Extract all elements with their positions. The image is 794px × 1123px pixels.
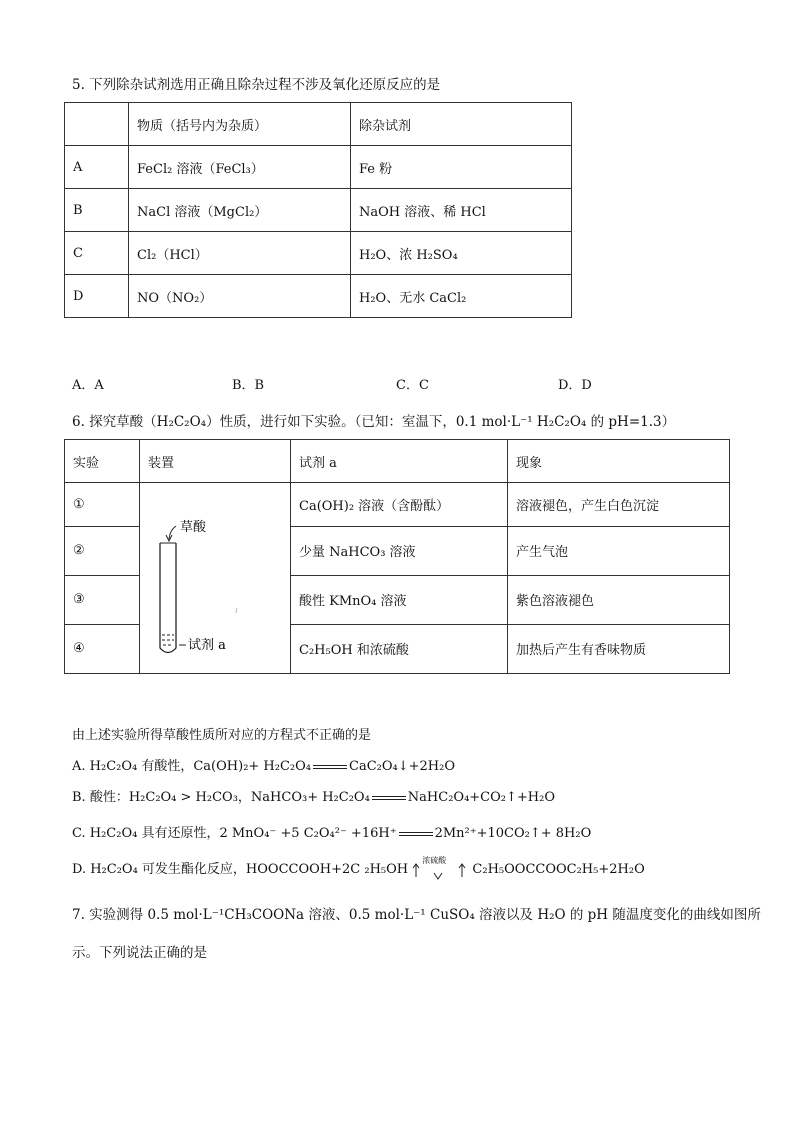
reversible-arrow-icon xyxy=(412,855,468,881)
q6-question: 由上述实验所得草酸性质所对应的方程式不正确的是 xyxy=(72,728,372,743)
q6-option-c-rhs: 2Mn²⁺+10CO₂↑+ 8H₂O xyxy=(434,826,592,841)
q5-header-reagent: 除杂试剂 xyxy=(351,103,572,146)
q5-row-substance: Cl₂（HCl） xyxy=(129,232,351,275)
q5-table xyxy=(64,102,572,318)
q5-row-substance: NO（NO₂） xyxy=(129,275,351,318)
q6-header-reagent: 试剂 a xyxy=(291,440,508,483)
q5-row-label: A xyxy=(65,146,129,189)
q6-row-reagent: 少量 NaHCO₃ 溶液 xyxy=(291,526,508,575)
q6-row-reagent: 酸性 KMnO₄ 溶液 xyxy=(291,575,508,624)
q5-row-reagent: H₂O、浓 H₂SO₄ xyxy=(351,232,572,275)
q5-option-a[interactable]: A．A xyxy=(72,378,104,393)
q6-option-a-lhs: A. H₂C₂O₄ 有酸性，Ca(OH)₂+ H₂C₂O₄ xyxy=(72,759,312,774)
q5-row-reagent: Fe 粉 xyxy=(351,146,572,189)
q6-header-experiment: 实验 xyxy=(65,440,140,483)
table-row xyxy=(65,483,730,527)
q6-option-d-lhs: D. H₂C₂O₄ 可发生酯化反应，HOOCCOOH+2C ₂H₅OH xyxy=(72,862,409,877)
q6-option-a-rhs: CaC₂O₄↓+2H₂O xyxy=(349,759,456,774)
q6-row-phenomenon: 加热后产生有香味物质 xyxy=(508,624,730,673)
q6-apparatus-cell xyxy=(140,483,291,674)
q6-header-apparatus: 装置 xyxy=(140,440,291,483)
q5-header-blank xyxy=(65,103,129,146)
q6-table xyxy=(64,439,730,674)
table-row xyxy=(65,232,572,275)
apparatus-label-oxalic: 草酸 xyxy=(180,520,207,535)
test-tube-icon xyxy=(140,483,290,673)
q6-row-id: ④ xyxy=(65,624,140,673)
q5-row-label: C xyxy=(65,232,129,275)
equals-sign-icon xyxy=(313,765,347,769)
table-row xyxy=(65,146,572,189)
q5-row-label: D xyxy=(65,275,129,318)
q6-option-d[interactable] xyxy=(72,855,645,881)
table-row xyxy=(65,103,572,146)
table-row xyxy=(65,440,730,483)
q5-row-label: B xyxy=(65,189,129,232)
apparatus-label-reagent: 试剂 a xyxy=(188,638,226,653)
test-tube-apparatus xyxy=(140,483,290,673)
q5-row-substance: NaCl 溶液（MgCl₂） xyxy=(129,189,351,232)
q6-row-phenomenon: 紫色溶液褪色 xyxy=(508,575,730,624)
q6-row-id: ③ xyxy=(65,575,140,624)
q6-row-reagent: C₂H₅OH 和浓硫酸 xyxy=(291,624,508,673)
q6-option-c[interactable] xyxy=(72,822,591,841)
q5-option-b[interactable]: B．B xyxy=(232,378,265,393)
equals-sign-icon xyxy=(372,796,406,800)
q5-header-substance: 物质（括号内为杂质） xyxy=(129,103,351,146)
q6-row-id: ① xyxy=(65,483,140,527)
q6-option-b-rhs: NaHC₂O₄+CO₂↑+H₂O xyxy=(407,790,555,805)
q6-header-phenomenon: 现象 xyxy=(508,440,730,483)
q7-line1: 7. 实验测得 0.5 mol·L⁻¹CH₃COONa 溶液、0.5 mol·L⁻¹ CuSO₄ 溶液以及 H₂O 的 pH 随温度变化的曲线如图所 xyxy=(72,907,761,923)
q6-option-d-rhs: C₂H₅OOCCOOC₂H₅+2H₂O xyxy=(472,862,645,877)
equals-sign-icon xyxy=(399,832,433,836)
q6-row-phenomenon: 产生气泡 xyxy=(508,526,730,575)
q6-option-c-lhs: C. H₂C₂O₄ 具有还原性，2 MnO₄⁻ +5 C₂O₄²⁻ +16H⁺ xyxy=(72,826,397,841)
catalyst-label: 浓硫酸 xyxy=(422,855,447,865)
q5-title: 5. 下列除杂试剂选用正确且除杂过程不涉及氧化还原反应的是 xyxy=(72,77,441,93)
q7-line2: 示。下列说法正确的是 xyxy=(72,945,207,961)
q6-row-reagent: Ca(OH)₂ 溶液（含酚酞） xyxy=(291,483,508,527)
table-row xyxy=(65,189,572,232)
q5-option-d[interactable]: D．D xyxy=(558,378,592,393)
q6-row-id: ② xyxy=(65,526,140,575)
q5-row-substance: FeCl₂ 溶液（FeCl₃） xyxy=(129,146,351,189)
q5-option-c[interactable]: C．C xyxy=(396,378,429,393)
q5-row-reagent: NaOH 溶液、稀 HCl xyxy=(351,189,572,232)
q5-row-reagent: H₂O、无水 CaCl₂ xyxy=(351,275,572,318)
q6-row-phenomenon: 溶液褪色，产生白色沉淀 xyxy=(508,483,730,527)
q6-option-b-lhs: B. 酸性：H₂C₂O₄ > H₂CO₃，NaHCO₃+ H₂C₂O₄ xyxy=(72,790,370,805)
q6-option-b[interactable] xyxy=(72,786,555,805)
q6-option-a[interactable] xyxy=(72,755,455,774)
q6-title: 6. 探究草酸（H₂C₂O₄）性质，进行如下实验。（已知：室温下，0.1 mol·L⁻¹ H₂C₂O₄ 的 pH=1.3） xyxy=(72,414,676,430)
table-row xyxy=(65,275,572,318)
